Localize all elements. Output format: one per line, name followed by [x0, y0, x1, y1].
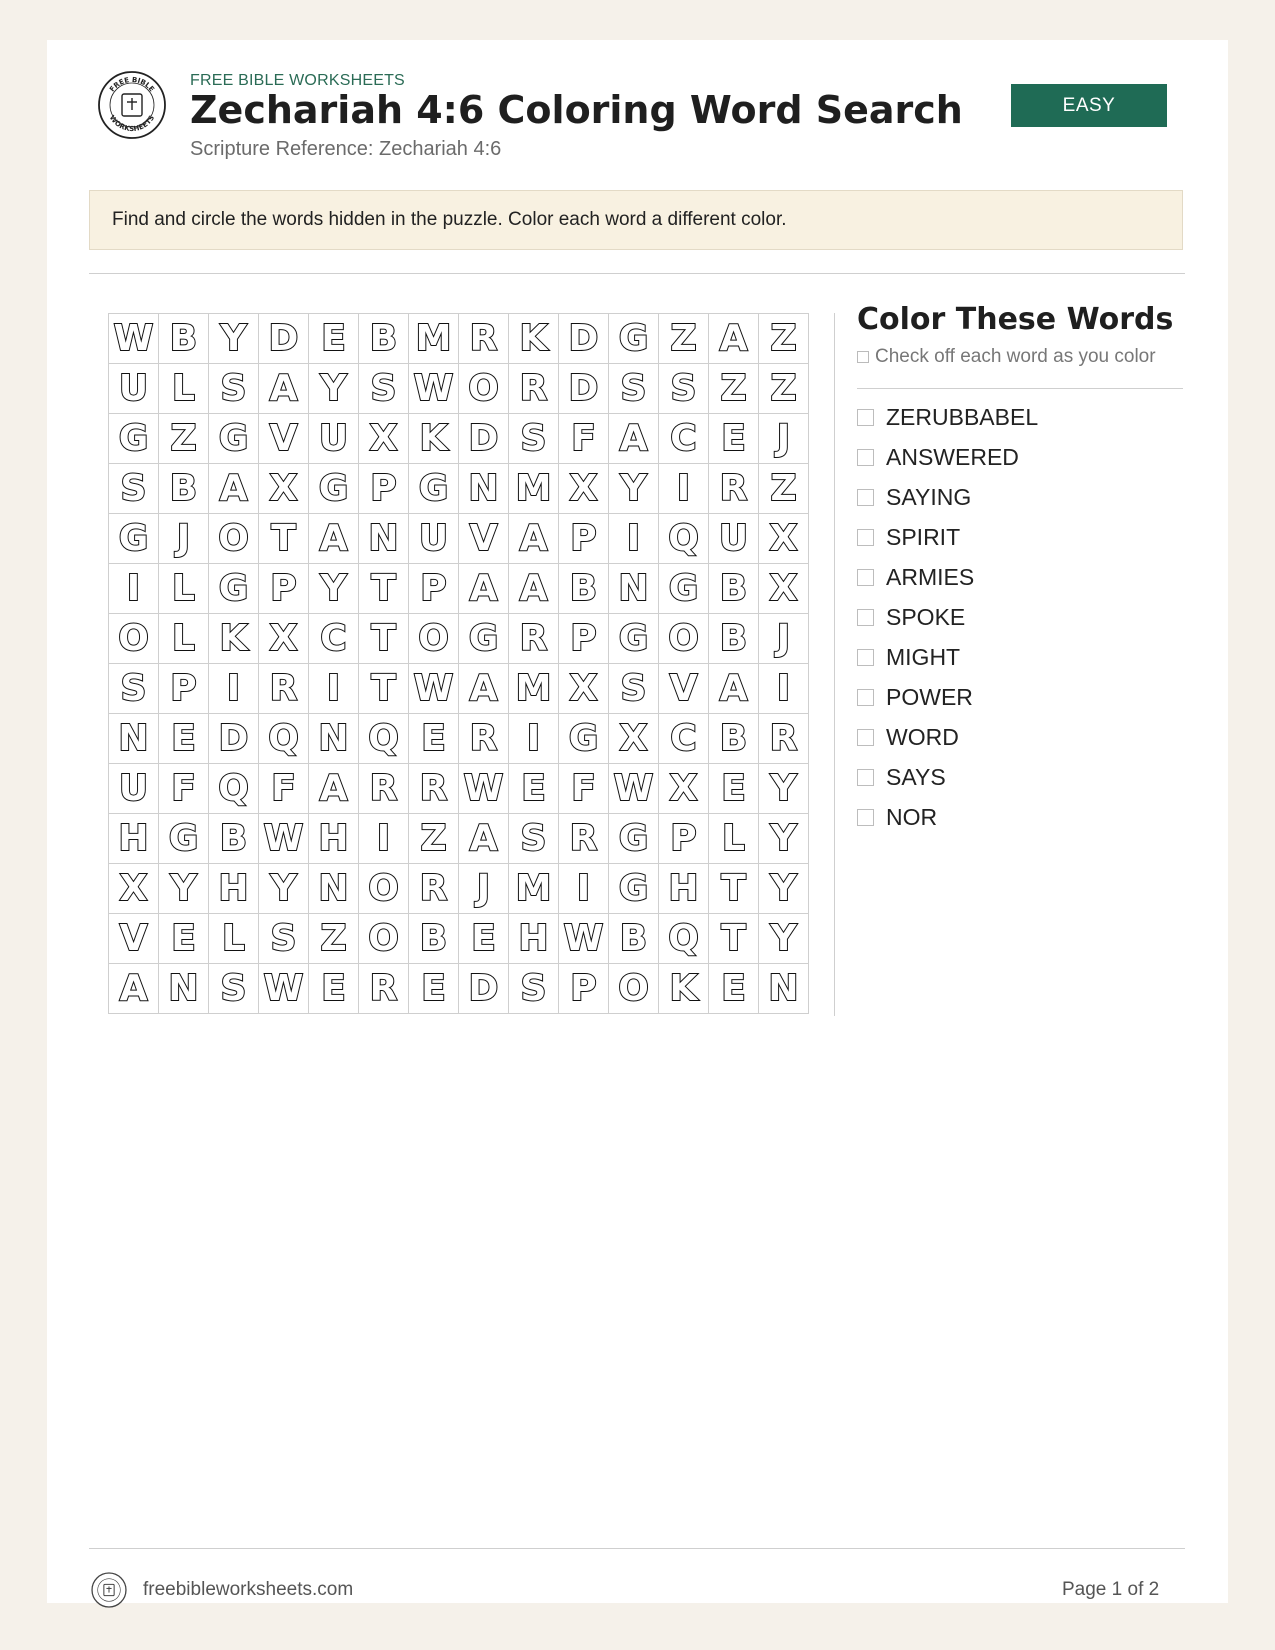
- difficulty-badge: EASY: [1011, 84, 1167, 127]
- word-list: [857, 397, 1038, 837]
- grid-cell[interactable]: H: [109, 814, 159, 864]
- grid-cell[interactable]: E: [459, 914, 509, 964]
- grid-cell[interactable]: F: [559, 764, 609, 814]
- grid-cell[interactable]: N: [459, 464, 509, 514]
- bible-seal-icon: [97, 70, 167, 140]
- grid-cell[interactable]: Q: [259, 714, 309, 764]
- grid-cell[interactable]: R: [409, 764, 459, 814]
- grid-cell[interactable]: Z: [159, 414, 209, 464]
- grid-cell[interactable]: V: [259, 414, 309, 464]
- grid-cell[interactable]: L: [709, 814, 759, 864]
- grid-cell[interactable]: G: [309, 464, 359, 514]
- grid-cell[interactable]: E: [309, 314, 359, 364]
- grid-cell[interactable]: H: [659, 864, 709, 914]
- grid-cell[interactable]: A: [509, 564, 559, 614]
- grid-cell[interactable]: W: [609, 764, 659, 814]
- grid-cell[interactable]: R: [259, 664, 309, 714]
- divider: [857, 388, 1183, 389]
- grid-cell[interactable]: A: [709, 664, 759, 714]
- word-checkbox[interactable]: [857, 609, 874, 626]
- word-list-title: Color These Words: [857, 302, 1174, 337]
- grid-cell[interactable]: O: [359, 914, 409, 964]
- grid-cell[interactable]: D: [259, 314, 309, 364]
- word-item[interactable]: [857, 677, 1038, 717]
- word-checkbox[interactable]: [857, 769, 874, 786]
- word-search-grid: [108, 313, 809, 1014]
- bible-seal-icon: [91, 1572, 127, 1608]
- grid-cell[interactable]: M: [509, 864, 559, 914]
- grid-cell[interactable]: Q: [359, 714, 409, 764]
- grid-cell[interactable]: X: [609, 714, 659, 764]
- grid-cell[interactable]: M: [509, 464, 559, 514]
- grid-cell[interactable]: U: [409, 514, 459, 564]
- word-checkbox[interactable]: [857, 409, 874, 426]
- grid-cell[interactable]: X: [559, 464, 609, 514]
- grid-cell[interactable]: S: [109, 664, 159, 714]
- grid-cell[interactable]: G: [209, 414, 259, 464]
- grid-cell[interactable]: J: [759, 414, 809, 464]
- grid-cell[interactable]: O: [109, 614, 159, 664]
- grid-cell[interactable]: S: [659, 364, 709, 414]
- footer-divider: [89, 1548, 1185, 1549]
- grid-cell[interactable]: S: [109, 464, 159, 514]
- grid-cell[interactable]: Q: [209, 764, 259, 814]
- grid-cell[interactable]: T: [709, 864, 759, 914]
- word-item[interactable]: [857, 517, 1038, 557]
- word-checkbox[interactable]: [857, 649, 874, 666]
- grid-cell[interactable]: S: [509, 414, 559, 464]
- grid-cell[interactable]: Y: [159, 864, 209, 914]
- grid-cell[interactable]: A: [709, 314, 759, 364]
- grid-cell[interactable]: R: [359, 764, 409, 814]
- grid-cell[interactable]: P: [159, 664, 209, 714]
- grid-cell[interactable]: F: [259, 764, 309, 814]
- word-label: ANSWERED: [886, 443, 1019, 470]
- grid-cell[interactable]: Y: [259, 864, 309, 914]
- grid-cell[interactable]: U: [109, 764, 159, 814]
- grid-cell[interactable]: R: [459, 314, 509, 364]
- grid-cell[interactable]: R: [409, 864, 459, 914]
- word-checkbox[interactable]: [857, 689, 874, 706]
- grid-cell[interactable]: I: [559, 864, 609, 914]
- grid-cell[interactable]: Q: [659, 514, 709, 564]
- word-label: POWER: [886, 683, 973, 710]
- grid-cell[interactable]: O: [209, 514, 259, 564]
- grid-cell[interactable]: X: [759, 564, 809, 614]
- grid-cell[interactable]: Y: [759, 814, 809, 864]
- grid-cell[interactable]: B: [159, 464, 209, 514]
- checkbox-icon: [857, 351, 869, 363]
- grid-cell[interactable]: S: [259, 914, 309, 964]
- grid-cell[interactable]: P: [559, 614, 609, 664]
- grid-cell[interactable]: E: [709, 764, 759, 814]
- grid-cell[interactable]: H: [309, 814, 359, 864]
- grid-cell[interactable]: A: [209, 464, 259, 514]
- word-label: SPOKE: [886, 603, 966, 630]
- grid-cell[interactable]: I: [659, 464, 709, 514]
- word-item[interactable]: [857, 437, 1038, 477]
- grid-cell[interactable]: L: [159, 614, 209, 664]
- grid-cell[interactable]: G: [159, 814, 209, 864]
- grid-cell[interactable]: T: [359, 614, 409, 664]
- grid-cell[interactable]: E: [709, 414, 759, 464]
- grid-cell[interactable]: I: [509, 714, 559, 764]
- grid-cell[interactable]: B: [359, 314, 409, 364]
- grid-cell[interactable]: R: [559, 814, 609, 864]
- grid-cell[interactable]: Z: [409, 814, 459, 864]
- grid-cell[interactable]: F: [159, 764, 209, 814]
- grid-cell[interactable]: X: [559, 664, 609, 714]
- word-item[interactable]: [857, 757, 1038, 797]
- footer-site: freebibleworksheets.com: [143, 1579, 354, 1600]
- grid-cell[interactable]: I: [209, 664, 259, 714]
- grid-cell[interactable]: E: [309, 964, 359, 1014]
- page-number: Page 1 of 2: [1062, 1579, 1160, 1600]
- grid-cell[interactable]: X: [259, 464, 309, 514]
- grid-cell[interactable]: Z: [659, 314, 709, 364]
- grid-cell[interactable]: S: [209, 964, 259, 1014]
- grid-cell[interactable]: B: [209, 814, 259, 864]
- grid-cell[interactable]: Z: [759, 364, 809, 414]
- grid-cell[interactable]: D: [459, 964, 509, 1014]
- grid-cell[interactable]: E: [709, 964, 759, 1014]
- word-checkbox[interactable]: [857, 449, 874, 466]
- grid-cell[interactable]: J: [459, 864, 509, 914]
- grid-cell[interactable]: T: [709, 914, 759, 964]
- grid-cell[interactable]: P: [259, 564, 309, 614]
- grid-cell[interactable]: G: [609, 614, 659, 664]
- instructions-box: [89, 190, 1183, 250]
- grid-cell[interactable]: W: [409, 364, 459, 414]
- grid-cell[interactable]: E: [409, 964, 459, 1014]
- word-checkbox[interactable]: [857, 529, 874, 546]
- grid-cell[interactable]: K: [409, 414, 459, 464]
- grid-cell[interactable]: E: [159, 914, 209, 964]
- grid-cell[interactable]: T: [359, 564, 409, 614]
- grid-cell[interactable]: N: [359, 514, 409, 564]
- grid-cell[interactable]: O: [459, 364, 509, 414]
- brand-label: FREE BIBLE WORKSHEETS: [190, 72, 405, 89]
- grid-cell[interactable]: A: [459, 564, 509, 614]
- grid-cell[interactable]: V: [109, 914, 159, 964]
- grid-cell[interactable]: B: [559, 564, 609, 614]
- grid-cell[interactable]: C: [659, 714, 709, 764]
- grid-cell[interactable]: R: [459, 714, 509, 764]
- grid-cell[interactable]: G: [459, 614, 509, 664]
- grid-cell[interactable]: X: [359, 414, 409, 464]
- grid-cell[interactable]: N: [759, 964, 809, 1014]
- grid-cell[interactable]: M: [409, 314, 459, 364]
- grid-cell[interactable]: D: [559, 314, 609, 364]
- grid-cell[interactable]: A: [259, 364, 309, 414]
- grid-cell[interactable]: K: [209, 614, 259, 664]
- word-label: SAYS: [886, 763, 946, 790]
- page-title: Zechariah 4:6 Coloring Word Search: [190, 88, 963, 132]
- grid-cell[interactable]: C: [309, 614, 359, 664]
- grid-cell[interactable]: V: [659, 664, 709, 714]
- grid-cell[interactable]: B: [159, 314, 209, 364]
- word-label: SAYING: [886, 483, 972, 510]
- word-item[interactable]: [857, 637, 1038, 677]
- grid-cell[interactable]: N: [109, 714, 159, 764]
- grid-cell[interactable]: S: [609, 364, 659, 414]
- grid-cell[interactable]: Y: [759, 914, 809, 964]
- grid-cell[interactable]: X: [259, 614, 309, 664]
- word-item[interactable]: [857, 597, 1038, 637]
- grid-cell[interactable]: Y: [609, 464, 659, 514]
- grid-cell[interactable]: Q: [659, 914, 709, 964]
- instructions-text: Find and circle the words hidden in the puzzle. Color each word a different color.: [112, 209, 787, 230]
- grid-cell[interactable]: G: [609, 814, 659, 864]
- grid-cell[interactable]: H: [509, 914, 559, 964]
- grid-cell[interactable]: W: [259, 964, 309, 1014]
- grid-cell[interactable]: T: [259, 514, 309, 564]
- grid-cell[interactable]: K: [659, 964, 709, 1014]
- grid-cell[interactable]: U: [709, 514, 759, 564]
- grid-cell[interactable]: Z: [709, 364, 759, 414]
- grid-cell[interactable]: B: [709, 714, 759, 764]
- grid-cell[interactable]: L: [209, 914, 259, 964]
- grid-cell[interactable]: Y: [759, 764, 809, 814]
- logo-text-bottom: WORKSHEETS: [107, 113, 157, 134]
- divider: [89, 273, 1185, 274]
- grid-cell[interactable]: G: [609, 864, 659, 914]
- grid-cell[interactable]: B: [609, 914, 659, 964]
- grid-cell[interactable]: R: [509, 364, 559, 414]
- grid-cell[interactable]: A: [509, 514, 559, 564]
- grid-cell[interactable]: E: [159, 714, 209, 764]
- grid-cell[interactable]: Z: [759, 464, 809, 514]
- grid-cell[interactable]: Y: [309, 364, 359, 414]
- grid-cell[interactable]: S: [609, 664, 659, 714]
- word-label: ZERUBBABEL: [886, 403, 1039, 430]
- grid-cell[interactable]: O: [359, 864, 409, 914]
- word-list-subtitle-text: Check off each word as you color: [875, 346, 1156, 367]
- grid-cell[interactable]: R: [359, 964, 409, 1014]
- grid-cell[interactable]: X: [759, 514, 809, 564]
- grid-cell[interactable]: N: [309, 864, 359, 914]
- grid-cell[interactable]: C: [659, 414, 709, 464]
- word-item[interactable]: [857, 477, 1038, 517]
- word-list-subtitle: [857, 346, 1156, 368]
- grid-cell[interactable]: I: [109, 564, 159, 614]
- grid-cell[interactable]: K: [509, 314, 559, 364]
- grid-cell[interactable]: U: [109, 364, 159, 414]
- grid-cell[interactable]: G: [109, 514, 159, 564]
- grid-cell[interactable]: I: [609, 514, 659, 564]
- grid-cell[interactable]: N: [159, 964, 209, 1014]
- logo-text-top: FREE BIBLE: [108, 75, 156, 94]
- grid-cell[interactable]: Y: [209, 314, 259, 364]
- grid-cell[interactable]: Z: [309, 914, 359, 964]
- grid-cell[interactable]: P: [559, 514, 609, 564]
- word-checkbox[interactable]: [857, 489, 874, 506]
- grid-cell[interactable]: B: [709, 564, 759, 614]
- grid-cell[interactable]: W: [559, 914, 609, 964]
- grid-cell[interactable]: A: [459, 814, 509, 864]
- grid-cell[interactable]: X: [659, 764, 709, 814]
- grid-cell[interactable]: Y: [759, 864, 809, 914]
- grid-cell[interactable]: A: [609, 414, 659, 464]
- word-checkbox[interactable]: [857, 569, 874, 586]
- grid-cell[interactable]: O: [409, 614, 459, 664]
- word-item[interactable]: [857, 557, 1038, 597]
- grid-cell[interactable]: U: [309, 414, 359, 464]
- grid-cell[interactable]: S: [359, 364, 409, 414]
- grid-cell[interactable]: N: [309, 714, 359, 764]
- grid-cell[interactable]: N: [609, 564, 659, 614]
- grid-cell[interactable]: F: [559, 414, 609, 464]
- word-checkbox[interactable]: [857, 729, 874, 746]
- scripture-reference: Scripture Reference: Zechariah 4:6: [190, 138, 502, 160]
- word-label: NOR: [886, 803, 938, 830]
- word-item[interactable]: [857, 397, 1038, 437]
- grid-cell[interactable]: R: [509, 614, 559, 664]
- grid-cell[interactable]: P: [359, 464, 409, 514]
- grid-cell[interactable]: T: [359, 664, 409, 714]
- grid-cell[interactable]: P: [659, 814, 709, 864]
- grid-cell[interactable]: G: [659, 564, 709, 614]
- grid-cell[interactable]: V: [459, 514, 509, 564]
- grid-cell[interactable]: A: [459, 664, 509, 714]
- worksheet-page: [47, 40, 1228, 1603]
- grid-cell[interactable]: I: [309, 664, 359, 714]
- grid-cell[interactable]: G: [109, 414, 159, 464]
- word-label: MIGHT: [886, 643, 961, 670]
- grid-cell[interactable]: M: [509, 664, 559, 714]
- grid-cell[interactable]: O: [659, 614, 709, 664]
- word-label: SPIRIT: [886, 523, 961, 550]
- grid-cell[interactable]: A: [109, 964, 159, 1014]
- grid-cell[interactable]: S: [209, 364, 259, 414]
- column-divider: [834, 313, 835, 1016]
- grid-cell[interactable]: B: [409, 914, 459, 964]
- grid-cell[interactable]: H: [209, 864, 259, 914]
- grid-cell[interactable]: B: [709, 614, 759, 664]
- grid-cell[interactable]: A: [309, 764, 359, 814]
- word-item[interactable]: [857, 717, 1038, 757]
- grid-cell[interactable]: S: [509, 964, 559, 1014]
- grid-cell[interactable]: J: [159, 514, 209, 564]
- grid-cell[interactable]: X: [109, 864, 159, 914]
- grid-cell[interactable]: G: [559, 714, 609, 764]
- word-checkbox[interactable]: [857, 809, 874, 826]
- grid-cell[interactable]: P: [559, 964, 609, 1014]
- grid-cell[interactable]: A: [309, 514, 359, 564]
- grid-cell[interactable]: J: [759, 614, 809, 664]
- grid-cell[interactable]: G: [209, 564, 259, 614]
- grid-cell[interactable]: O: [609, 964, 659, 1014]
- grid-cell[interactable]: I: [359, 814, 409, 864]
- grid-cell[interactable]: G: [609, 314, 659, 364]
- grid-cell[interactable]: W: [459, 764, 509, 814]
- grid-cell[interactable]: W: [409, 664, 459, 714]
- grid-cell[interactable]: D: [559, 364, 609, 414]
- grid-cell[interactable]: E: [409, 714, 459, 764]
- grid-cell[interactable]: L: [159, 564, 209, 614]
- grid-cell[interactable]: W: [109, 314, 159, 364]
- grid-cell[interactable]: P: [409, 564, 459, 614]
- grid-cell[interactable]: W: [259, 814, 309, 864]
- grid-cell[interactable]: S: [509, 814, 559, 864]
- grid-cell[interactable]: R: [759, 714, 809, 764]
- word-item[interactable]: [857, 797, 1038, 837]
- grid-cell[interactable]: I: [759, 664, 809, 714]
- grid-cell[interactable]: R: [709, 464, 759, 514]
- grid-cell[interactable]: L: [159, 364, 209, 414]
- grid-cell[interactable]: Z: [759, 314, 809, 364]
- grid-cell[interactable]: E: [509, 764, 559, 814]
- grid-cell[interactable]: D: [209, 714, 259, 764]
- word-label: ARMIES: [886, 563, 975, 590]
- grid-cell[interactable]: G: [409, 464, 459, 514]
- grid-cell[interactable]: Y: [309, 564, 359, 614]
- grid-cell[interactable]: D: [459, 414, 509, 464]
- word-label: WORD: [886, 723, 959, 750]
